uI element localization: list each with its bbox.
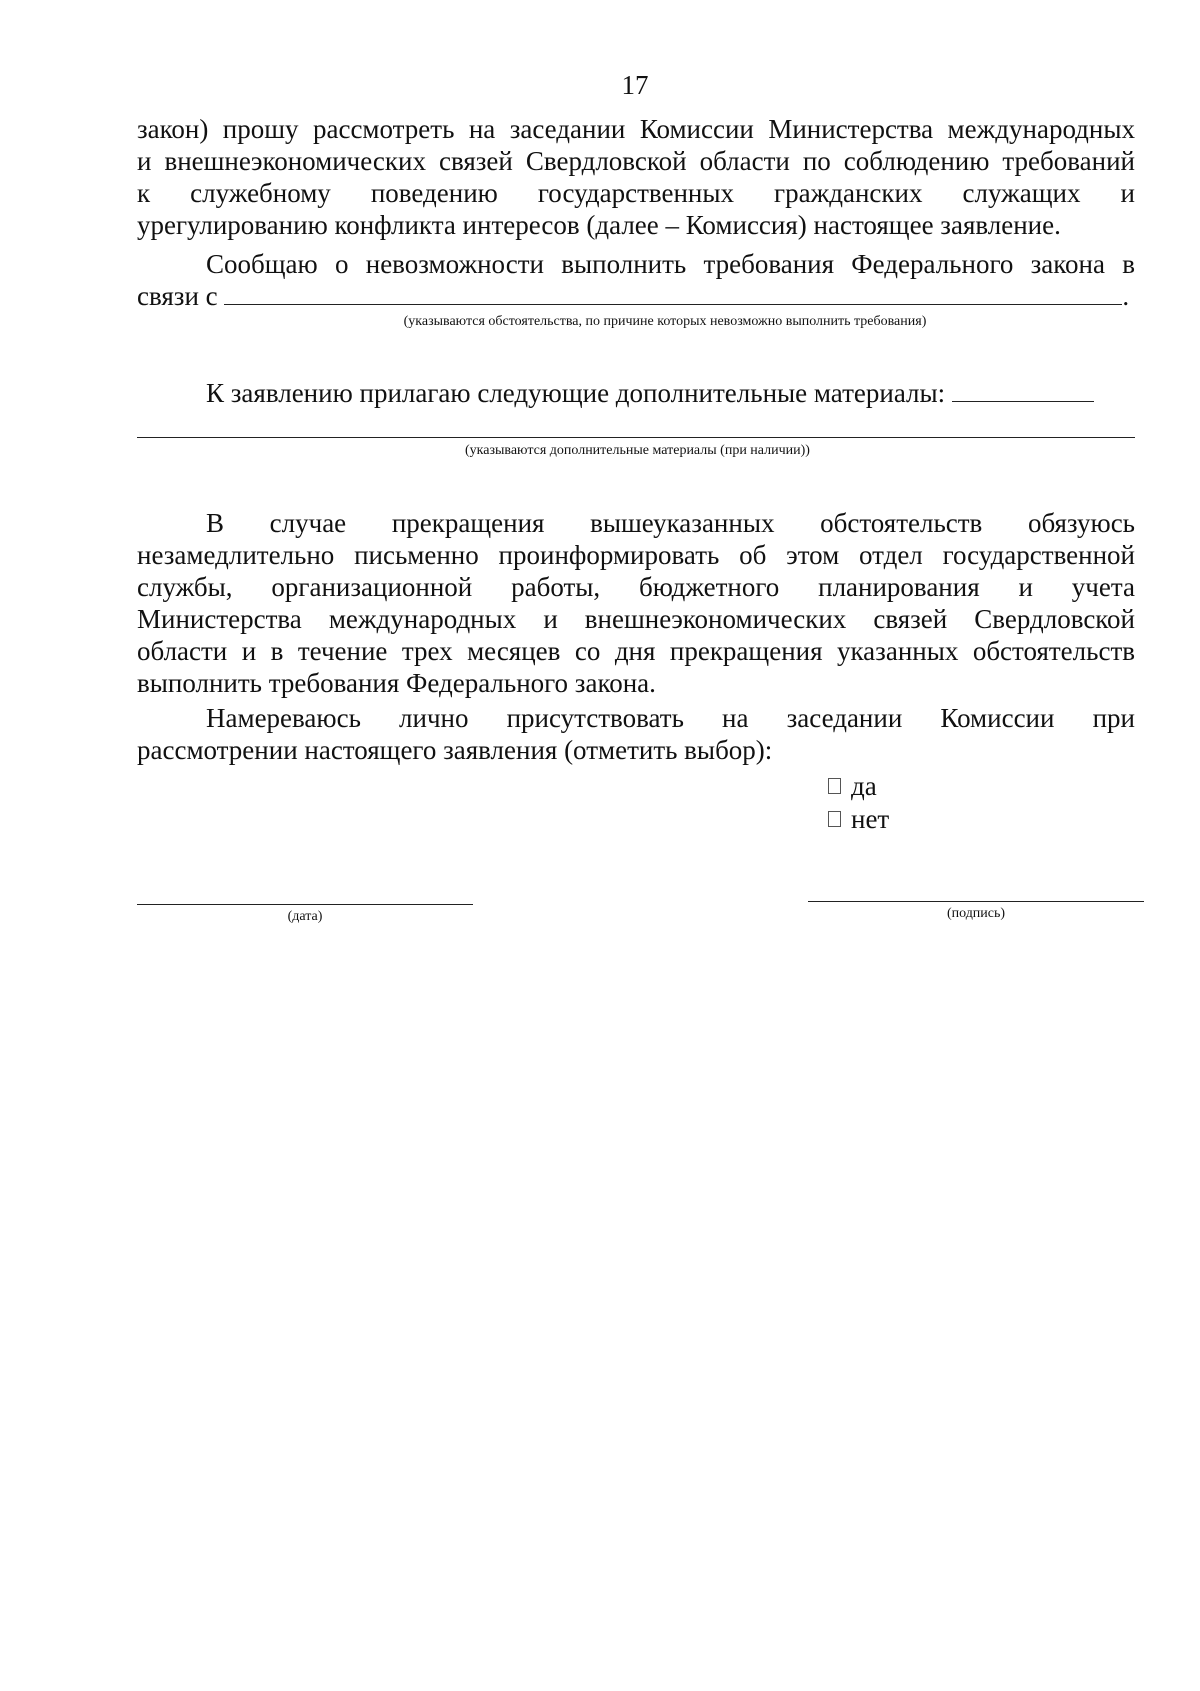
period: . (1122, 281, 1130, 311)
date-caption: (дата) (287, 909, 323, 924)
paragraph-line: Сообщаю о невозможности выполнить требования Федерального закона в (206, 249, 1135, 279)
paragraph-line: выполнить требования Федерального закона. (137, 668, 656, 698)
paragraph-line: к служебному поведению государственных гражданских служащих и (137, 178, 1135, 208)
paragraph-line: закон) прошу рассмотреть на заседании Комиссии Министерства международных (137, 114, 1135, 144)
paragraph-line: В случае прекращения вышеуказанных обстоятельств обязуюсь (206, 508, 1135, 538)
paragraph-text: К заявлению прилагаю следующие дополнительные материалы: (206, 378, 946, 408)
paragraph-line-with-field (137, 377, 1135, 409)
paragraph-attachments (137, 377, 1135, 409)
page-number: 17 (621, 70, 649, 100)
option-no[interactable] (828, 803, 889, 835)
checkbox-yes[interactable] (828, 778, 841, 794)
option-yes-label: да (851, 771, 877, 801)
paragraph-obligation (137, 507, 1135, 699)
paragraph-line: рассмотрении настоящего заявления (отметить выбор): (137, 735, 773, 765)
attachments-caption: (указываются дополнительные материалы (при наличии)) (465, 443, 810, 458)
paragraph-line-with-field (137, 280, 1135, 312)
paragraph-line: и внешнеэкономических связей Свердловской области по соблюдению требований (137, 146, 1135, 176)
option-yes[interactable] (828, 770, 877, 802)
option-no-label: нет (851, 804, 890, 834)
signature-field[interactable] (808, 901, 1144, 902)
date-field[interactable] (137, 904, 473, 905)
circumstances-caption: (указываются обстоятельства, по причине которых невозможно выполнить требования) (403, 314, 927, 329)
attachments-field[interactable] (137, 437, 1135, 438)
paragraph-request (137, 113, 1135, 241)
paragraph-attendance (137, 702, 1135, 766)
signature-caption: (подпись) (946, 906, 1006, 921)
checkbox-no[interactable] (828, 811, 841, 827)
paragraph-line: Намереваюсь лично присутствовать на заседании Комиссии при (206, 703, 1135, 733)
paragraph-line: Министерства международных и внешнеэкономических связей Свердловской (137, 604, 1135, 634)
paragraph-line: области и в течение трех месяцев со дня прекращения указанных обстоятельств (137, 636, 1135, 666)
paragraph-text: связи с (137, 281, 218, 311)
paragraph-line: службы, организационной работы, бюджетного планирования и учета (137, 572, 1135, 602)
attachments-field-start[interactable] (952, 381, 1094, 402)
paragraph-impossibility (137, 248, 1135, 312)
paragraph-line: незамедлительно письменно проинформировать об этом отдел государственной (137, 540, 1135, 570)
circumstances-field[interactable] (224, 284, 1122, 305)
paragraph-line: урегулированию конфликта интересов (далее – Комиссия) настоящее заявление. (137, 210, 1061, 240)
